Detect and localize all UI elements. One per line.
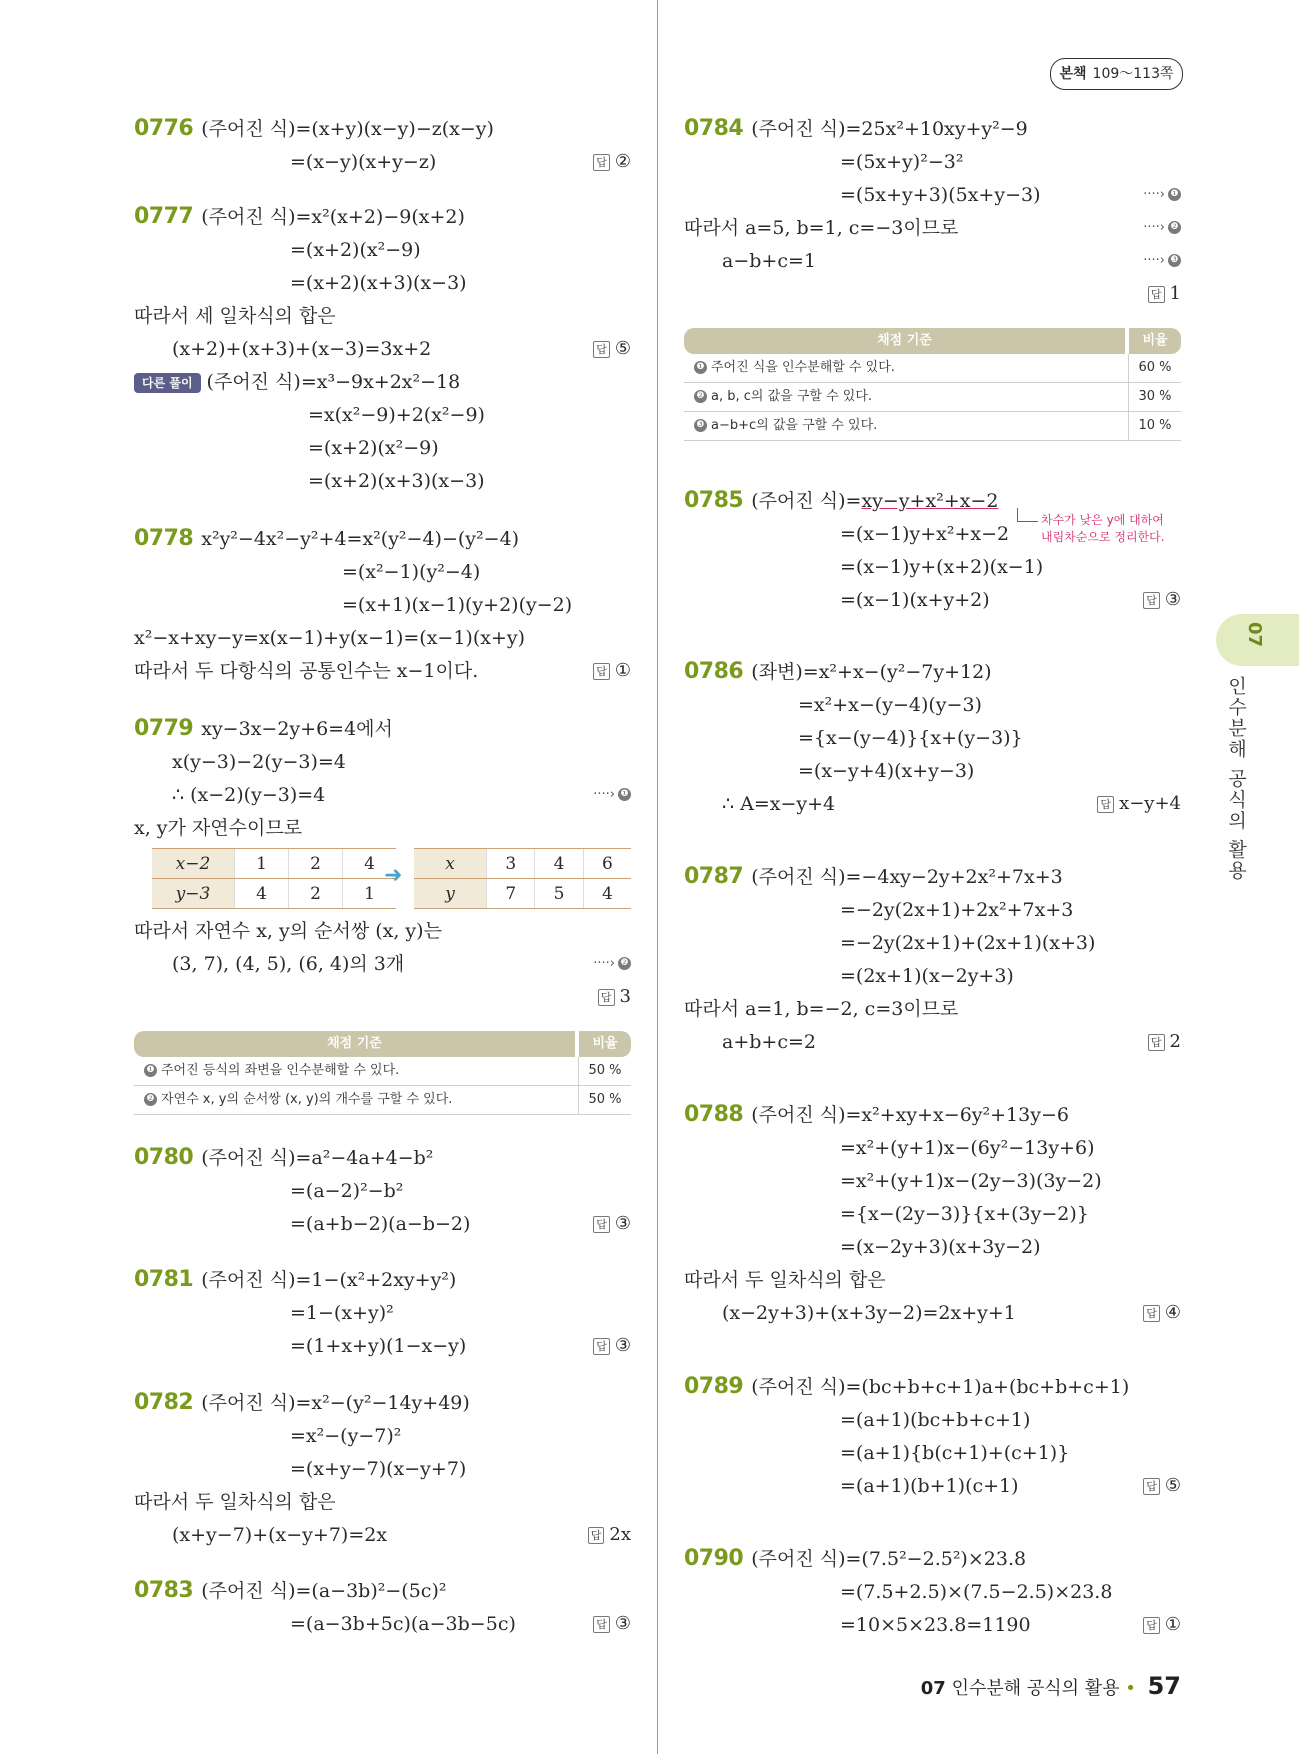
answer	[1148, 1027, 1181, 1057]
answer	[593, 656, 631, 686]
answer-tag: 답	[593, 1338, 610, 1355]
solution-line: =(a+1)(b+1)(c+1)	[840, 1475, 1019, 1497]
answer	[598, 982, 631, 1012]
solution-line: (x+y−7)+(x−y+7)=2x	[172, 1524, 388, 1546]
answer-tag: 답	[598, 989, 615, 1006]
problem-number: 0780	[134, 1145, 194, 1170]
solution-line: x²y²−4x²−y²+4=x²(y²−4)−(y²−4)	[201, 528, 520, 550]
solution-line: =x²−(y−7)²	[290, 1425, 402, 1447]
answer	[593, 1331, 631, 1361]
answer	[1148, 279, 1181, 309]
table-cell: 2	[289, 879, 343, 909]
solution-line: x, y가 자연수이므로	[134, 817, 303, 839]
solution-line: =(x+2)(x+3)(x−3)	[290, 272, 467, 294]
solution-line: =(x−1)y+x²+x−2	[840, 523, 1010, 545]
book-pages: 109～113쪽	[1092, 66, 1174, 82]
annotation-line: 내림차순으로 정리한다.	[1041, 530, 1165, 544]
answer-tag: 답	[1148, 286, 1165, 303]
answer-value: 2x	[609, 1524, 631, 1545]
solution-line: (주어진 식)=x²−(y²−14y+49)	[201, 1392, 470, 1414]
step-number: ❸	[694, 419, 707, 432]
answer-value: ⑤	[1164, 1475, 1181, 1496]
table-cell: 4	[235, 879, 289, 909]
table-cell: 4	[343, 849, 397, 879]
criterion-text: a−b+c의 값을 구할 수 있다.	[711, 418, 878, 433]
solution-line: (주어진 식)=(x+y)(x−y)−z(x−y)	[201, 118, 494, 140]
step-number: ❷	[1168, 221, 1181, 234]
column-divider	[657, 0, 658, 1754]
solution-line: =10×5×23.8=1190	[840, 1614, 1031, 1636]
answer-tag: 답	[588, 1527, 605, 1544]
answer-value: ①	[1164, 1614, 1181, 1635]
answer-tag: 답	[1143, 1305, 1160, 1322]
factor-table	[152, 848, 396, 909]
solution-line: =−2y(2x+1)+(2x+1)(x+3)	[840, 932, 1096, 954]
annotation-line: 차수가 낮은 y에 대하여	[1041, 513, 1164, 527]
problem-number: 0783	[134, 1578, 194, 1603]
solution-line: =(x+1)(x−1)(y+2)(y−2)	[342, 594, 573, 616]
answer	[1097, 789, 1181, 819]
solution-line: =x(x²−9)+2(x²−9)	[308, 404, 485, 426]
solution-line: 따라서 a=1, b=−2, c=3이므로	[684, 998, 959, 1020]
solution-line: 따라서 세 일차식의 합은	[134, 305, 336, 327]
table-cell: 1	[343, 879, 397, 909]
solution-line: 따라서 a=5, b=1, c=−3이므로	[684, 217, 959, 239]
book-label: 본책	[1059, 66, 1087, 82]
criterion-text: 주어진 식을 인수분해할 수 있다.	[711, 360, 895, 375]
solution-line: (주어진 식)=a²−4a+4−b²	[201, 1147, 434, 1169]
problem-number: 0779	[134, 716, 194, 741]
answer-tag: 답	[1143, 592, 1160, 609]
solution-line: (주어진 식)=x²+xy+x−6y²+13y−6	[751, 1104, 1069, 1126]
step-marker: ····› ❶	[593, 780, 631, 810]
solution-line: =(a+b−2)(a−b−2)	[290, 1213, 471, 1235]
problem-number: 0781	[134, 1267, 194, 1292]
annotation-note	[1041, 512, 1165, 546]
step-number: ❷	[694, 390, 707, 403]
answer-value: ②	[614, 151, 631, 172]
problem-number: 0785	[684, 488, 744, 513]
solution-line: =(1+x+y)(1−x−y)	[290, 1335, 467, 1357]
table-header: x−2	[152, 849, 235, 879]
solution-line: =(5x+y+3)(5x+y−3)	[840, 184, 1041, 206]
criterion-text: a, b, c의 값을 구할 수 있다.	[711, 389, 873, 404]
answer-value: ①	[614, 660, 631, 681]
solution-line: ∴ A=x−y+4	[722, 793, 836, 815]
table-header: y−3	[152, 879, 235, 909]
table-cell: 1	[235, 849, 289, 879]
solution-line: a+b+c=2	[722, 1031, 816, 1053]
solution-line: =1−(x+y)²	[290, 1302, 394, 1324]
solution-line: =(x−2y+3)(x+3y−2)	[840, 1236, 1041, 1258]
criterion-ratio: 50 %	[578, 1086, 631, 1114]
arrow-right-icon: ➜	[384, 863, 403, 888]
answer-value: ③	[614, 1613, 631, 1634]
answer-value: ③	[614, 1335, 631, 1356]
answer	[1143, 585, 1181, 615]
footer-separator: •	[1125, 1678, 1136, 1699]
criterion-text: 주어진 등식의 좌변을 인수분해할 수 있다.	[161, 1063, 400, 1078]
table-cell: 2	[289, 849, 343, 879]
answer-value: x−y+4	[1119, 793, 1181, 814]
problem-number: 0784	[684, 116, 744, 141]
problem-number: 0790	[684, 1546, 744, 1571]
solution-line: ={x−(y−4)}{x+(y−3)}	[798, 727, 1023, 749]
alternative-solution-badge: 다른 풀이	[134, 373, 201, 393]
solution-line: =(2x+1)(x−2y+3)	[840, 965, 1014, 987]
solution-line: =(7.5+2.5)×(7.5−2.5)×23.8	[840, 1581, 1113, 1603]
table-header: y	[414, 879, 487, 909]
grading-header: 채점 기준	[684, 328, 1125, 354]
solution-line: =(x−1)(x+y+2)	[840, 589, 990, 611]
table-cell: 5	[535, 879, 583, 909]
problem-number: 0789	[684, 1374, 744, 1399]
solution-line: (주어진 식)=−4xy−2y+2x²+7x+3	[751, 866, 1063, 888]
grading-row	[684, 383, 1181, 412]
table-cell: 4	[535, 849, 583, 879]
criterion-ratio: 10 %	[1128, 412, 1181, 440]
solution-line: (주어진 식)=(bc+b+c+1)a+(bc+b+c+1)	[751, 1376, 1130, 1398]
answer	[1143, 1298, 1181, 1328]
answer-tag: 답	[1143, 1617, 1160, 1634]
solution-line: 따라서 두 일차식의 합은	[684, 1269, 886, 1291]
solution-line: (주어진 식)=25x²+10xy+y²−9	[751, 118, 1028, 140]
answer	[593, 147, 631, 177]
criterion-ratio: 60 %	[1128, 354, 1181, 382]
grading-row	[684, 412, 1181, 441]
solution-line: =(x−y)(x+y−z)	[290, 151, 437, 173]
step-number: ❷	[144, 1093, 157, 1106]
chapter-side-title: 인수분해 공식의 활용	[1225, 676, 1247, 882]
answer	[593, 334, 631, 364]
solution-line: =(x−y+4)(x+y−3)	[798, 760, 975, 782]
step-number: ❶	[618, 788, 631, 801]
answer-tag: 답	[593, 663, 610, 680]
solution-line: (3, 7), (4, 5), (6, 4)의 3개	[172, 953, 405, 975]
solution-line: =(x+2)(x²−9)	[308, 437, 439, 459]
solution-line: 따라서 자연수 x, y의 순서쌍 (x, y)는	[134, 920, 442, 942]
table-cell: 3	[487, 849, 535, 879]
grading-row	[684, 354, 1181, 383]
solution-line: (주어진 식)=(a−3b)²−(5c)²	[201, 1580, 447, 1602]
solution-line: =(a−2)²−b²	[290, 1180, 404, 1202]
solution-line: a−b+c=1	[722, 250, 816, 272]
chapter-side-number: 07	[1244, 621, 1266, 648]
solution-line: =−2y(2x+1)+2x²+7x+3	[840, 899, 1074, 921]
chapter-side-tab	[1216, 614, 1299, 666]
solution-line: =(a+1){b(c+1)+(c+1)}	[840, 1442, 1070, 1464]
ratio-header: 비율	[579, 1031, 631, 1057]
grading-row	[134, 1086, 631, 1115]
solution-line: =(x+y−7)(x−y+7)	[290, 1458, 467, 1480]
answer-tag: 답	[593, 154, 610, 171]
step-marker: ····› ❷	[593, 949, 631, 979]
answer-value: 1	[1169, 283, 1181, 304]
solution-line: =x²+x−(y−4)(y−3)	[798, 694, 982, 716]
step-marker: ····› ❷	[1143, 213, 1181, 243]
solution-line: =(x²−1)(y²−4)	[342, 561, 481, 583]
solution-line: xy−3x−2y+6=4에서	[201, 718, 393, 740]
answer-value: 3	[619, 986, 631, 1007]
ratio-header: 비율	[1129, 328, 1181, 354]
solution-line: ∴ (x−2)(y−3)=4	[172, 784, 326, 806]
solution-line: (주어진 식)=	[751, 490, 862, 512]
answer-value: ③	[614, 1213, 631, 1234]
answer-value: ④	[1164, 1302, 1181, 1323]
solution-line: x²−x+xy−y=x(x−1)+y(x−1)=(x−1)(x+y)	[134, 627, 526, 649]
solution-line: =(a+1)(bc+b+c+1)	[840, 1409, 1031, 1431]
solution-line: (좌변)=x²+x−(y²−7y+12)	[751, 661, 992, 683]
grading-criteria-table	[684, 328, 1181, 441]
solution-line: 따라서 두 다항식의 공통인수는 x−1이다.	[134, 660, 479, 682]
answer-tag: 답	[593, 1216, 610, 1233]
step-number: ❷	[618, 957, 631, 970]
table-header: x	[414, 849, 487, 879]
table-cell: 4	[583, 879, 631, 909]
solution-table	[414, 848, 631, 909]
step-number: ❶	[1168, 188, 1181, 201]
grading-criteria-table	[134, 1031, 631, 1115]
solution-line: =(x+2)(x²−9)	[290, 239, 421, 261]
solution-line: (주어진 식)=1−(x²+2xy+y²)	[201, 1269, 457, 1291]
problem-number: 0782	[134, 1390, 194, 1415]
solution-line: =(a−3b+5c)(a−3b−5c)	[290, 1613, 516, 1635]
solution-line: =x²+(y+1)x−(6y²−13y+6)	[840, 1137, 1095, 1159]
answer	[593, 1209, 631, 1239]
problem-number: 0788	[684, 1102, 744, 1127]
problem-number: 0778	[134, 526, 194, 551]
solution-line: =(x−1)y+(x+2)(x−1)	[840, 556, 1044, 578]
table-cell: 6	[583, 849, 631, 879]
problem-number: 0786	[684, 659, 744, 684]
solution-line: (x−2y+3)+(x+3y−2)=2x+y+1	[722, 1302, 1016, 1324]
answer-value: 2	[1169, 1031, 1181, 1052]
solution-line: =(x+2)(x+3)(x−3)	[308, 470, 485, 492]
grading-header: 채점 기준	[134, 1031, 575, 1057]
answer-value: ③	[1164, 589, 1181, 610]
problem-number: 0776	[134, 116, 194, 141]
step-number: ❶	[144, 1064, 157, 1077]
solution-line: (주어진 식)=(7.5²−2.5²)×23.8	[751, 1548, 1027, 1570]
footer-chapter-title: 인수분해 공식의 활용	[951, 1678, 1120, 1699]
page-footer	[921, 1672, 1181, 1700]
step-marker: ····› ❶	[1143, 180, 1181, 210]
problem-number: 0777	[134, 204, 194, 229]
answer-tag: 답	[593, 341, 610, 358]
answer	[593, 1609, 631, 1639]
answer	[1143, 1471, 1181, 1501]
problem-number: 0787	[684, 864, 744, 889]
answer	[1143, 1610, 1181, 1640]
criterion-ratio: 50 %	[578, 1057, 631, 1085]
step-marker: ····› ❸	[1143, 246, 1181, 276]
grading-row	[134, 1057, 631, 1086]
footer-chapter-number: 07	[920, 1678, 946, 1699]
annotation-pointer	[1017, 508, 1038, 522]
page-number: 57	[1147, 1672, 1181, 1700]
solution-line: ={x−(2y−3)}{x+(3y−2)}	[840, 1203, 1089, 1225]
book-page-reference	[1050, 58, 1183, 90]
answer-tag: 답	[593, 1616, 610, 1633]
criterion-text: 자연수 x, y의 순서쌍 (x, y)의 개수를 구할 수 있다.	[161, 1092, 453, 1107]
table-cell: 7	[487, 879, 535, 909]
answer-value: ⑤	[614, 338, 631, 359]
step-number: ❶	[694, 361, 707, 374]
solution-line: (주어진 식)=x³−9x+2x²−18	[206, 371, 461, 393]
solution-line: 따라서 두 일차식의 합은	[134, 1491, 336, 1513]
criterion-ratio: 30 %	[1128, 383, 1181, 411]
step-number: ❸	[1168, 254, 1181, 267]
answer-tag: 답	[1097, 796, 1114, 813]
solution-line: x(y−3)−2(y−3)=4	[172, 751, 346, 773]
answer-tag: 답	[1148, 1034, 1165, 1051]
solution-line: (x+2)+(x+3)+(x−3)=3x+2	[172, 338, 432, 360]
solution-line: (주어진 식)=x²(x+2)−9(x+2)	[201, 206, 465, 228]
solution-line: =x²+(y+1)x−(2y−3)(3y−2)	[840, 1170, 1102, 1192]
underlined-expression: xy−y+x²+x−2	[861, 490, 999, 512]
solution-line: =(5x+y)²−3²	[840, 151, 964, 173]
answer	[588, 1520, 631, 1550]
answer-tag: 답	[1143, 1478, 1160, 1495]
